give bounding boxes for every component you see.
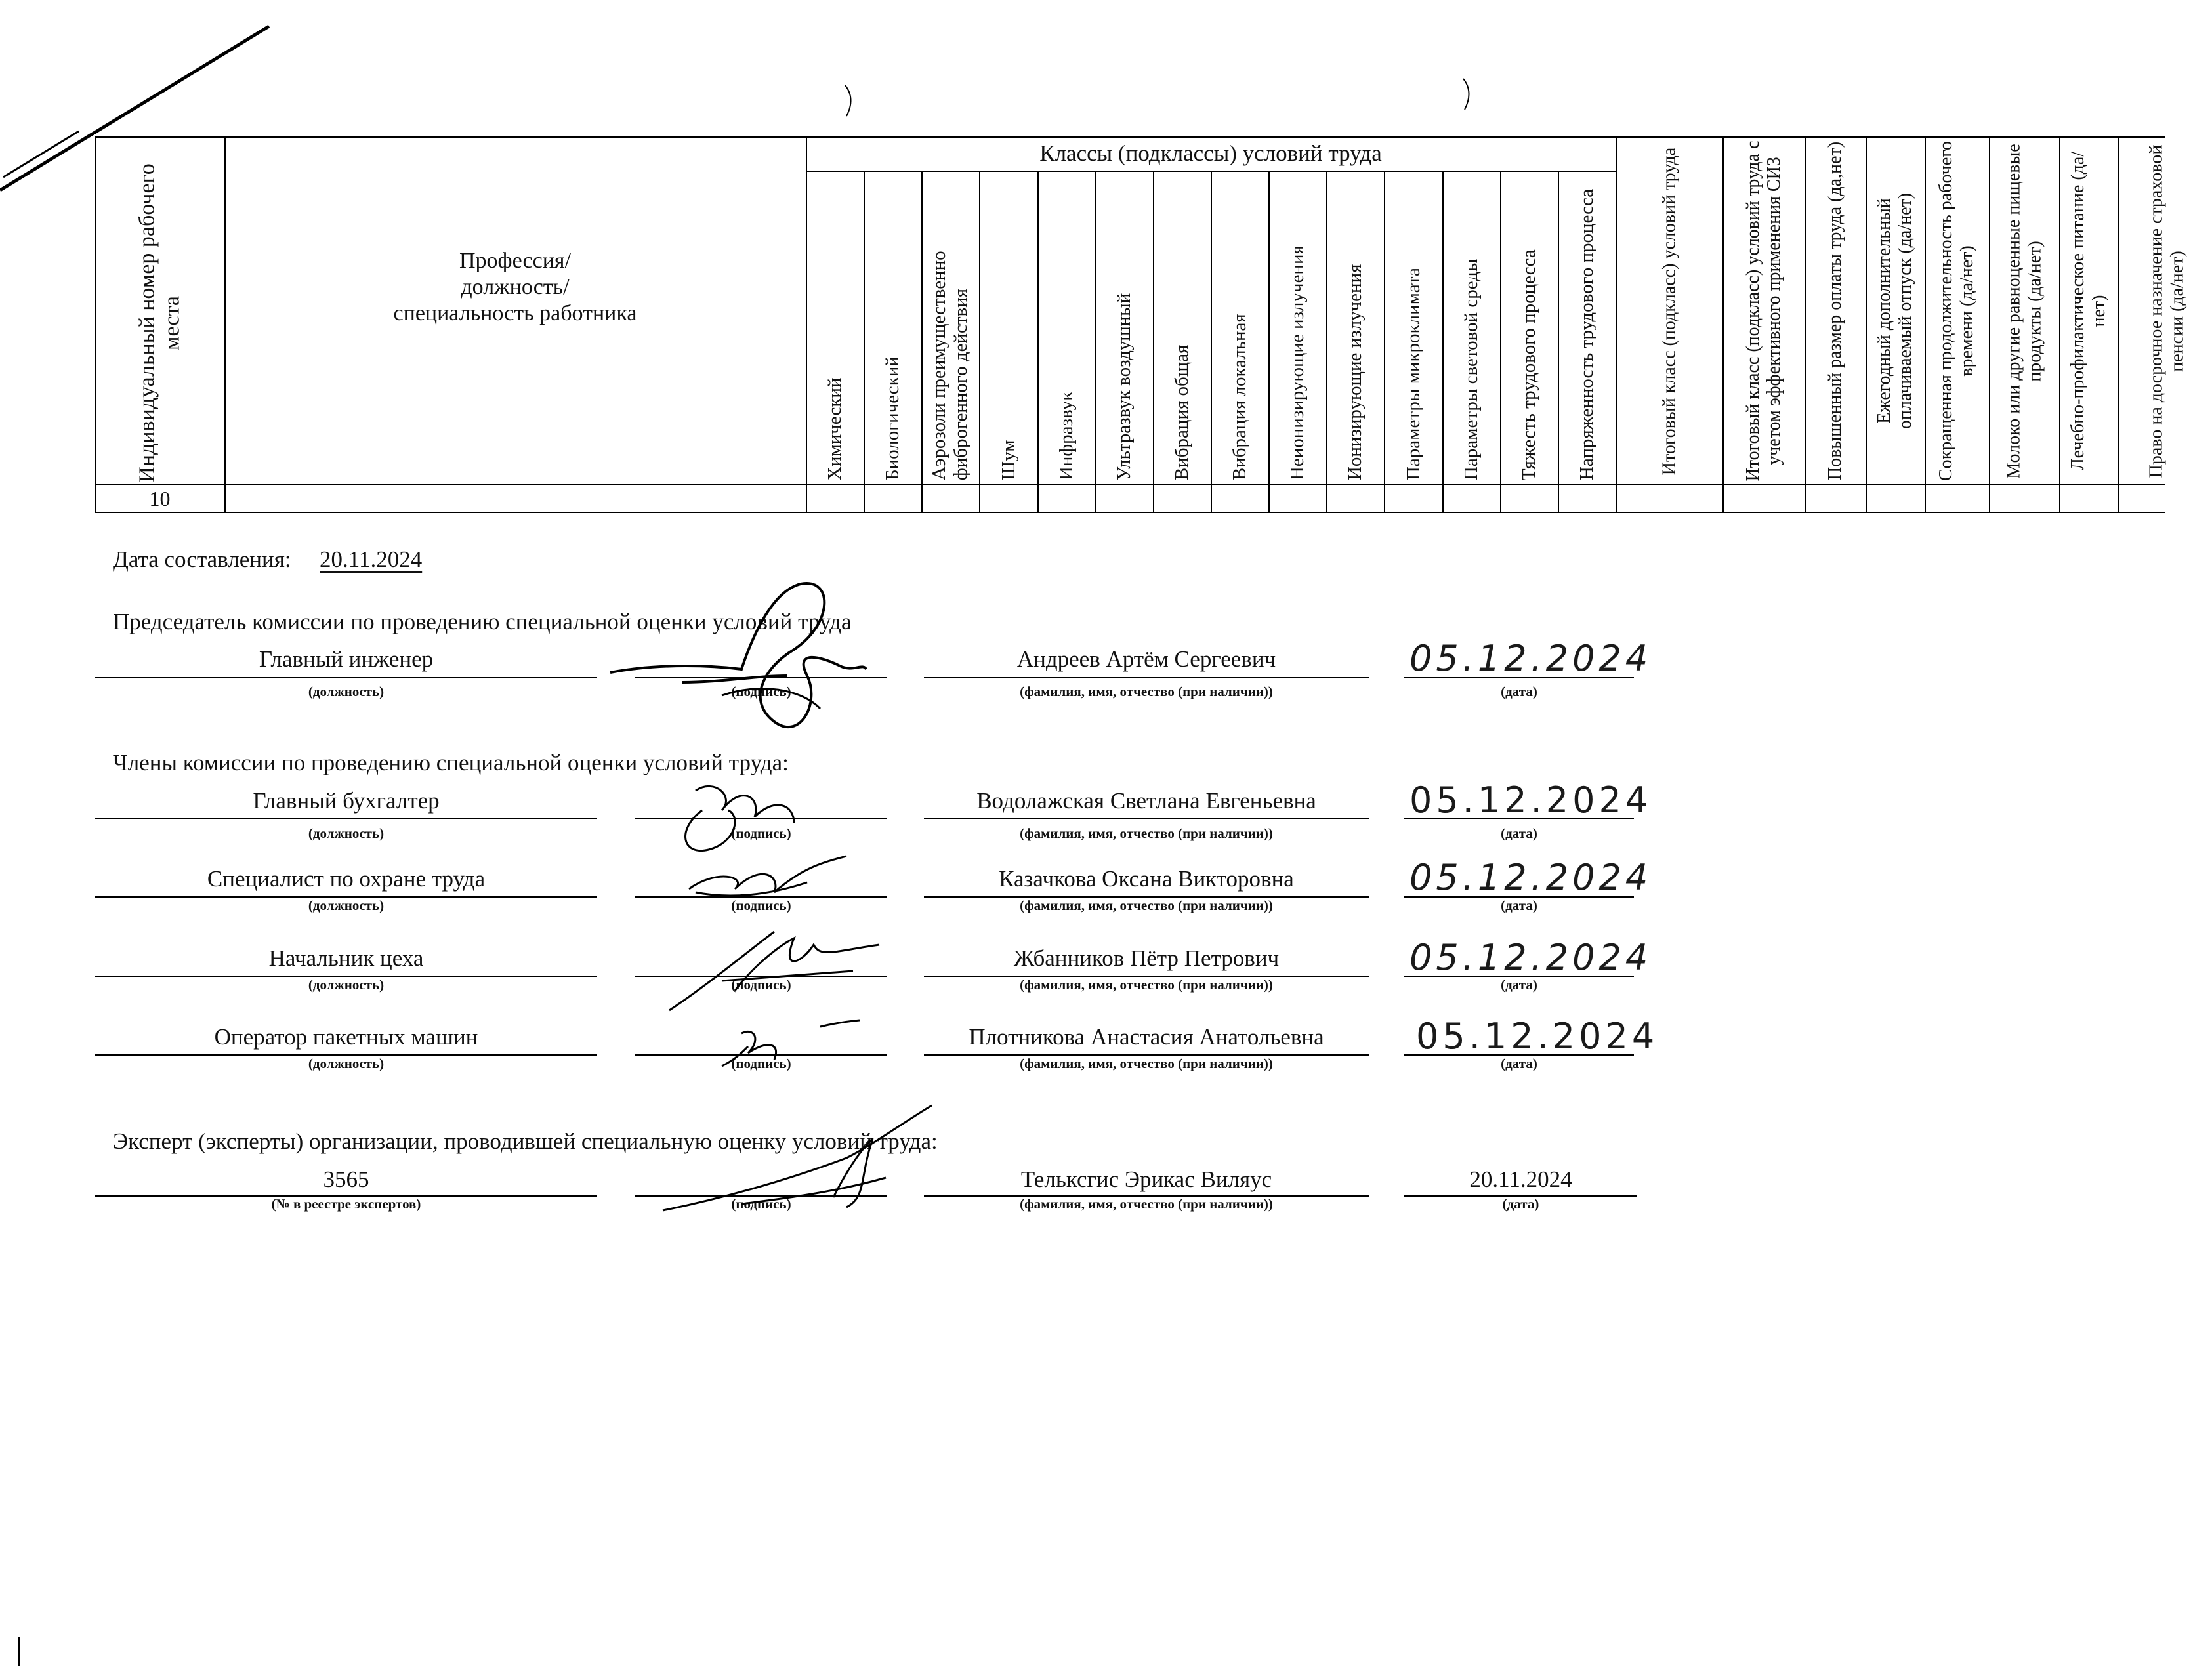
expert-signature <box>650 1092 951 1230</box>
member-2-caption-date: (дата) <box>1501 898 1537 913</box>
member-4-signature <box>682 1007 879 1079</box>
expert-date: 20.11.2024 <box>1469 1167 1572 1192</box>
member-3-signature <box>656 919 892 1017</box>
member-1-caption-fio: (фамилия, имя, отчество (при наличии)) <box>1020 825 1273 841</box>
member-1-caption-date: (дата) <box>1501 825 1537 841</box>
caption-signature: (подпись) <box>731 684 791 699</box>
expert-caption-date: (дата) <box>1502 1196 1539 1212</box>
class-column-header: Ионизирующие излучения <box>1344 264 1366 480</box>
member-3-position: Начальник цеха <box>268 945 424 971</box>
expert-caption-fio: (фамилия, имя, отчество (при наличии)) <box>1020 1196 1273 1212</box>
header-profession-line-3: специальность работника <box>393 301 637 325</box>
member-1-caption-signature: (подпись) <box>731 825 791 841</box>
chairman-position: Главный инженер <box>259 646 434 672</box>
extra-column-header: Лечебно-профилактическое питание (да/нет) <box>2068 151 2109 471</box>
class-column-header: Параметры микроклимата <box>1402 268 1423 480</box>
member-1-position: Главный бухгалтер <box>253 788 440 814</box>
chairman-date: 05.12.2024 <box>1409 638 1652 679</box>
header-profession-line-2: должность/ <box>461 275 570 299</box>
member-2-date: 05.12.2024 <box>1409 857 1652 898</box>
member-4-position: Оператор пакетных машин <box>214 1024 478 1050</box>
member-3-caption-position: (должность) <box>308 977 385 993</box>
expert-caption-signature: (подпись) <box>731 1196 791 1212</box>
chairman-name: Андреев Артём Сергеевич <box>1016 646 1276 672</box>
conditions-table <box>95 136 2187 512</box>
extra-column-header: Ежегодный дополнительный оплачиваемый отпуск (да/нет) <box>1874 192 1915 430</box>
class-column-header: Аэрозоли преимущественно фиброгенного действия <box>929 251 972 480</box>
member-2-signature <box>676 843 860 915</box>
extra-column-header: Итоговый класс (подкласс) условий труда с учетом эффективного применения СИЗ <box>1743 140 1784 482</box>
chairman-heading: Председатель комиссии по проведению специальной оценки условий труда <box>113 609 852 634</box>
class-column-header: Вибрация общая <box>1171 344 1192 480</box>
scan-mark-2 <box>1458 75 1478 115</box>
class-column-header: Напряженность трудового процесса <box>1576 188 1597 480</box>
header-workplace-number: Индивидуальный номер рабочего места <box>135 163 184 483</box>
class-column-header: Вибрация локальная <box>1228 314 1250 480</box>
member-4-date: 05.12.2024 <box>1416 1016 1659 1057</box>
member-4-caption-position: (должность) <box>308 1056 385 1071</box>
class-column-header: Биологический <box>881 356 903 480</box>
date-compiled-value: 20.11.2024 <box>320 547 423 572</box>
row-number-cell: 10 <box>149 487 171 510</box>
extra-column-header: Право на досрочное назначение страховой пенсии (да/нет) <box>2145 144 2187 478</box>
member-1-date: 05.12.2024 <box>1409 779 1652 821</box>
class-column-header: Ультразвук воздушный <box>1113 293 1135 480</box>
class-column-header: Неионизирующие излучения <box>1286 245 1308 480</box>
member-2-caption-signature: (подпись) <box>731 898 791 913</box>
class-column-header: Параметры световой среды <box>1460 258 1482 480</box>
class-column-header: Шум <box>997 440 1018 480</box>
member-2-caption-position: (должность) <box>308 898 385 913</box>
header-profession-line-1: Профессия/ <box>459 249 571 273</box>
member-1-name: Водолажская Светлана Евгеньевна <box>976 788 1316 814</box>
date-compiled-label: Дата составления: <box>113 547 291 572</box>
caption-position: (должность) <box>308 684 385 699</box>
member-2-name: Казачкова Оксана Викторовна <box>999 866 1294 892</box>
member-3-caption-date: (дата) <box>1501 977 1537 993</box>
class-column-header: Тяжесть трудового процесса <box>1518 249 1539 480</box>
class-column-header: Инфразвук <box>1055 391 1077 480</box>
expert-heading: Эксперт (эксперты) организации, проводившей специальную оценку условий труда: <box>113 1128 938 1154</box>
member-3-caption-signature: (подпись) <box>731 977 791 993</box>
member-4-caption-date: (дата) <box>1501 1056 1537 1071</box>
member-4-name: Плотникова Анастасия Анатольевна <box>969 1024 1324 1050</box>
header-classes-group: Классы (подклассы) условий труда <box>1039 140 1382 166</box>
member-4-caption-fio: (фамилия, имя, отчество (при наличии)) <box>1020 1056 1273 1071</box>
caption-registry: (№ в реестре экспертов) <box>271 1196 421 1212</box>
extra-column-header: Итоговый класс (подкласс) условий труда <box>1658 147 1679 475</box>
scan-edge-mark <box>18 1637 20 1666</box>
member-3-caption-fio: (фамилия, имя, отчество (при наличии)) <box>1020 977 1273 993</box>
member-2-caption-fio: (фамилия, имя, отчество (при наличии)) <box>1020 898 1273 913</box>
expert-registry-number: 3565 <box>323 1167 369 1192</box>
extra-column-header: Сокращенная продолжительность рабочего времени (да/нет) <box>1936 140 1977 482</box>
extra-column-header: Повышенный размер оплаты труда (да,нет) <box>1825 141 1845 481</box>
member-3-name: Жбанников Пётр Петрович <box>1013 945 1280 971</box>
scan-mark-1 <box>840 82 860 121</box>
members-heading: Члены комиссии по проведению специальной оценки условий труда: <box>113 750 789 775</box>
member-4-caption-signature: (подпись) <box>731 1056 791 1071</box>
member-1-caption-position: (должность) <box>308 825 385 841</box>
extra-column-header: Молоко или другие равноценные пищевые продукты (да/нет) <box>2003 143 2045 479</box>
member-3-date: 05.12.2024 <box>1409 937 1652 978</box>
caption-date: (дата) <box>1501 684 1537 699</box>
caption-fio: (фамилия, имя, отчество (при наличии)) <box>1020 684 1273 699</box>
header-profession <box>224 248 806 327</box>
expert-name: Тельксгис Эрикас Виляус <box>1020 1167 1272 1192</box>
class-column-header: Химический <box>824 377 845 480</box>
member-2-position: Специалист по охране труда <box>207 866 486 892</box>
chairman-signature <box>604 551 906 748</box>
